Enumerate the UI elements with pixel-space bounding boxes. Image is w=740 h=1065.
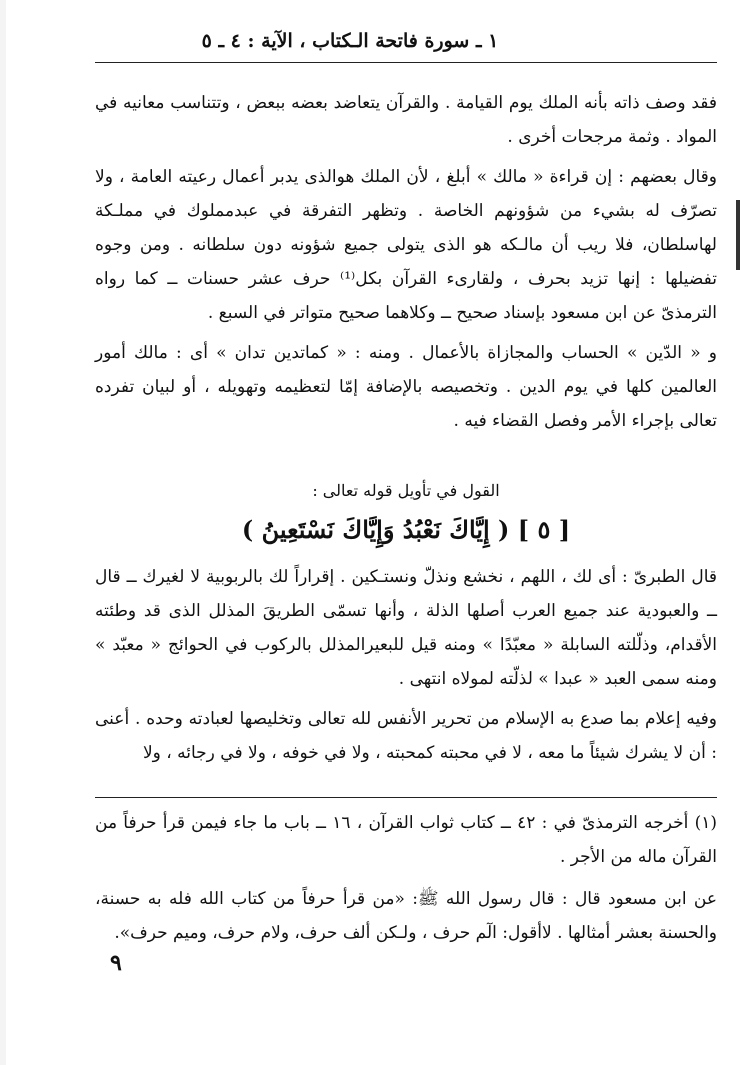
footnote-hadith: عن ابن مسعود قال : قال رسول الله ﷺ: «من قرأ حرفاً من كتاب الله فله به حسنة، والحسنة بعشر أمثالها . لاأقول: الٓم حرف ، ولـكن ألف حرف، ولام حرف، وميم حرف». [95, 889, 717, 943]
page-edge-shadow [0, 0, 6, 1065]
footnote-text: (١) أخرجه الترمذىّ في : ٤٢ ــ كتاب ثواب القرآن ، ١٦ ــ باب ما جاء فيمن قرأ حرفاً من القرآن ماله من الأجر . [95, 813, 717, 867]
page-number: ٩ [110, 950, 122, 976]
quran-verse: [ ٥ ] ( إِيَّاكَ نَعْبُدُ وَإِيَّاكَ نَسْتَعِينُ ) [241, 515, 571, 544]
footnote-block [95, 806, 717, 950]
paragraph-2: وقال بعضهم : إن قراءة « مالك » أبلغ ، لأن الملك هوالذى يدبر أعمال رعيته العامة ، ولا تصرّف له بشيء من شؤونهم الخاصة . وتظهر التفرقة في عبدمملوك في مملـكة لهاسلطان، فلا ريب أن مالـكه هو الذى يتولى جميع شؤونه دون سلطانه . ومن وجوه تفضيلها : إنها تزيد بحرف ، ولقارىء القرآن بكل⁽¹⁾ حرف عشر حسنات ــ كما رواه الترمذىّ عن ابن مسعود بإسناد صحيح ــ وكلاهما صحيح متواتر في السبع . [95, 167, 717, 323]
paragraph-3: و « الدّين » الحساب والمجازاة بالأعمال . ومنه : « كماتدين تدان » أى : مالك أمور العالمين كلها في يوم الدين . وتخصيصه بالإضافة إمّا لتعظيمه وتهويله ، أو لبيان تفرده تعالى بإجراء الأمر وفصل القضاء فيه . [95, 343, 717, 431]
binding-mark [736, 200, 740, 270]
header-rule [95, 62, 717, 63]
paragraph-1: فقد وصف ذاته بأنه الملك يوم القيامة . والقرآن يتعاضد بعضه ببعض ، وتتناسب معانيه في المواد . وثمة مرجحات أخرى . [95, 93, 717, 147]
main-text-part2 [95, 560, 717, 770]
main-text-part1 [95, 86, 717, 438]
footnote-rule [95, 797, 717, 798]
running-header: ١ ـ سورة فاتحة الـكتاب ، الآية : ٤ ـ ٥ [201, 30, 499, 52]
verse-heading: القول في تأويل قوله تعالى : [312, 481, 500, 500]
paragraph-5: وفيه إعلام بما صدع به الإسلام من تحرير الأنفس لله تعالى وتخليصها لعبادته وحده . أعنى : أن لا يشرك شيئاً ما معه ، لا في محبته كمحبته ، ولا في خوفه ، ولا في رجائه ، ولا [95, 709, 717, 763]
paragraph-4: قال الطبرىّ : أى لك ، اللهم ، نخشع ونذلّ ونستـكين . إقراراً لك بالربوبية لا لغيرك ــ قال ــ والعبودية عند جميع العرب أصلها الذلة ، وأنها تسمّى الطريقَ المذلل الذى قد وطئته الأقدام، وذلّلته السابلة « معبّدًا » ومنه قيل للبعيرالمذلل بالركوب في الحوائج « معبّد » ومنه سمى العبد « عبدا » لذلّته لمولاه انتهى . [95, 567, 717, 689]
